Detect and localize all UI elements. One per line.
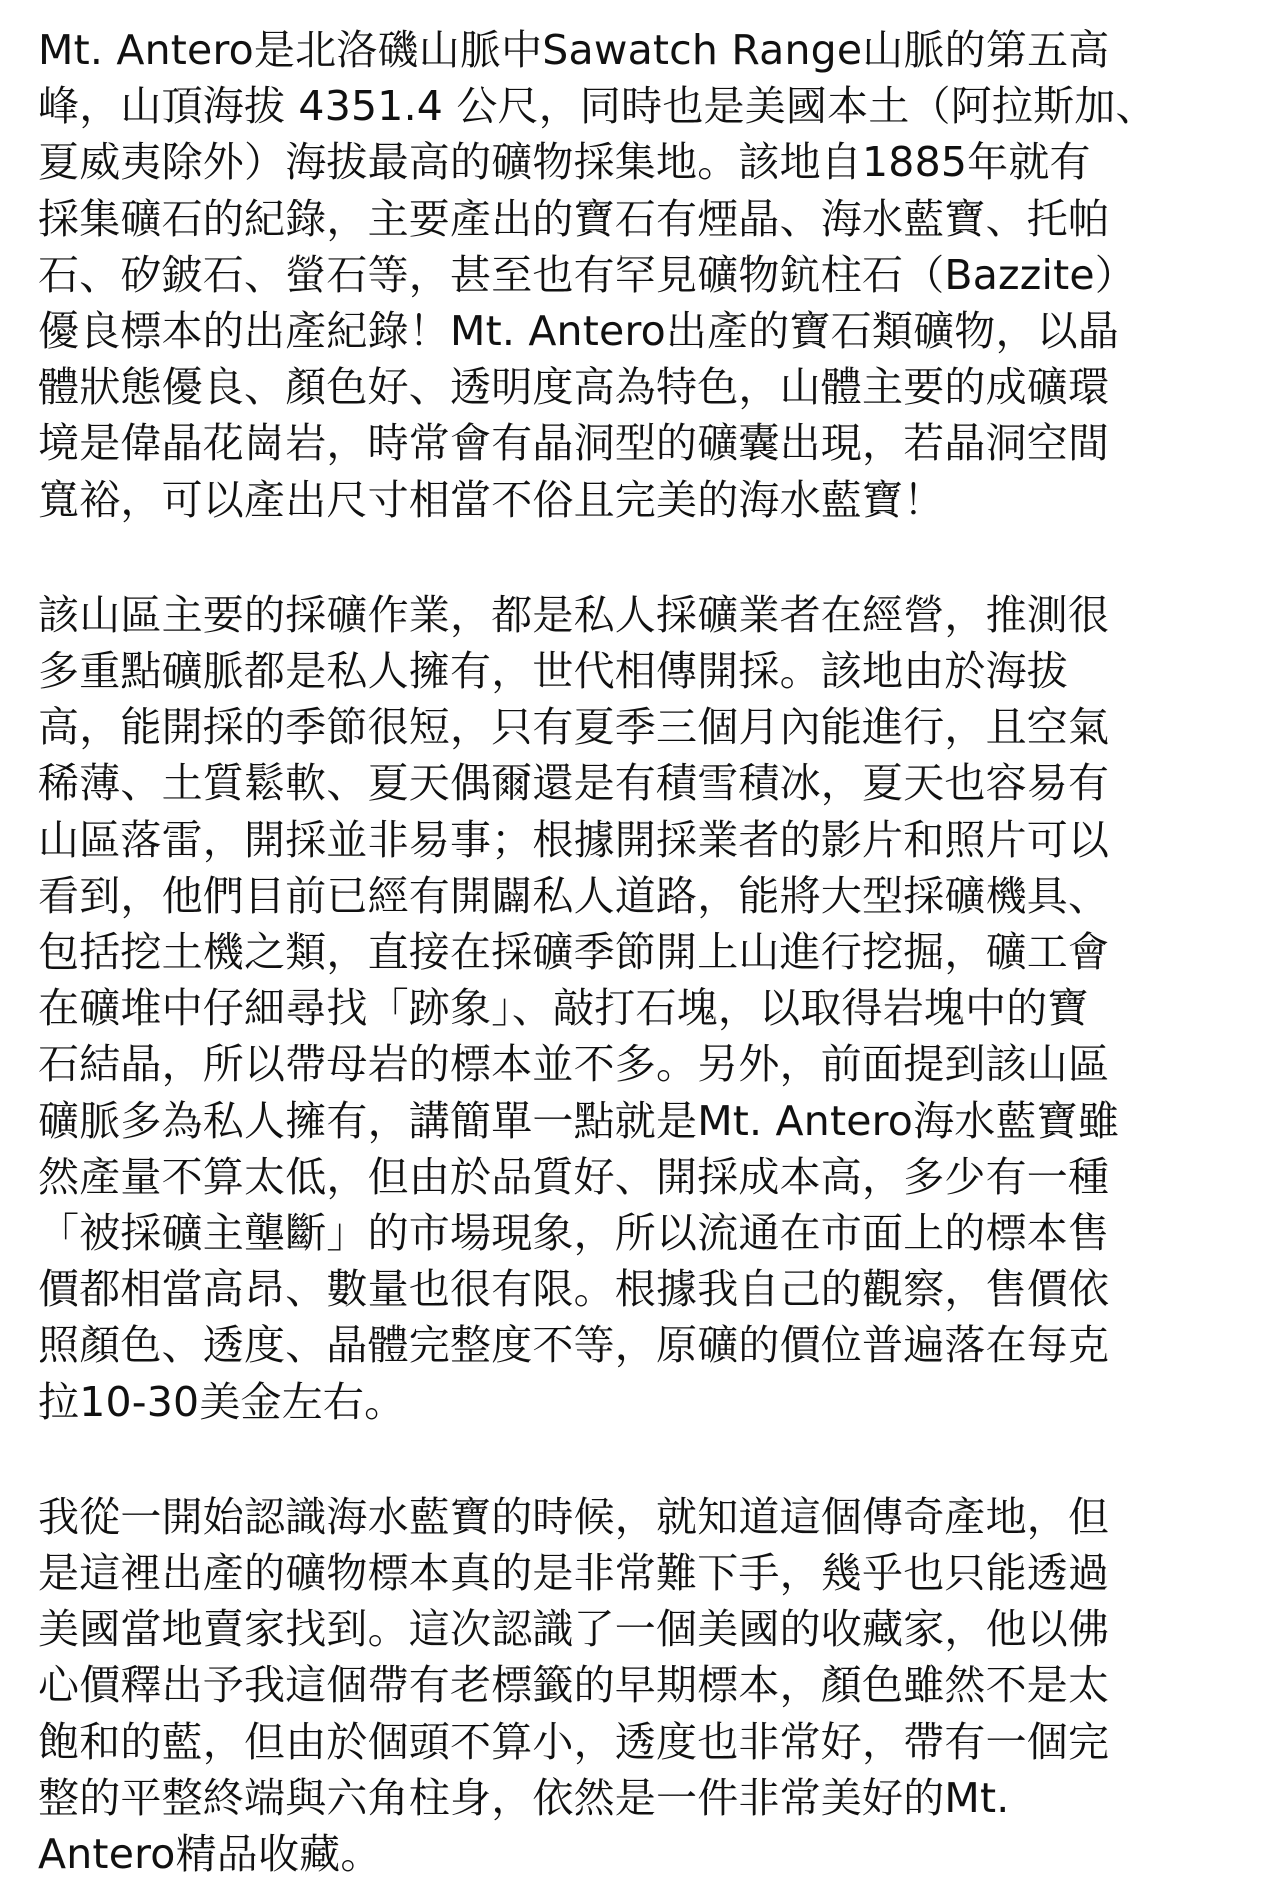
paragraph-mining-operations: 該山區主要的採礦作業，都是私人採礦業者在經營，推測很 多重點礦脈都是私人擁有，世代相傳開採。該地由於海拔 高，能開採的季節很短，只有夏季三個月內能進行，且空氣 稀薄、土質鬆軟、夏天偶爾還是有積雪積冰，夏天也容易有 山區落雷，開採並非易事；根據開採業者的影片和照片可以 看到，他們目前已經有開闢私人道路，能將大型採礦機具、 包括挖土機之類，直接在採礦季節開上山進行挖掘，礦工會 在礦堆中仔細尋找「跡象」、敲打石塊，以取得岩塊中的寶 石結晶，所以帶母岩的標本並不多。另外，前面提到該山區 礦脈多為私人擁有，講簡單一點就是Mt. Antero海水藍寶雖 然產量不算太低，但由於品質好、開採成本高，多少有一種 「被採礦主壟斷」的市場現象，所以流通在市面上的標本售 價都相當高昂、數量也很有限。根據我自己的觀察，售價依 照顏色、透度、晶體完整度不等，原礦的價位普遍落在每克 拉10-30美金左右。 (38, 590, 1120, 1426)
paragraph-collection-story: 我從一開始認識海水藍寶的時候，就知道這個傳奇產地，但 是這裡出產的礦物標本真的是非常難下手，幾乎也只能透過 美國當地賣家找到。這次認識了一個美國的收藏家，他以佛 心價釋出予我這個帶有老標籤的早期標本，顏色雖然不是太 飽和的藍，但由於個頭不算小，透度也非常好，帶有一個完 整的平整終端與六角柱身，依然是一件非常美好的Mt. Antero精品收藏。 (38, 1492, 1110, 1879)
paragraph-mt-antero-intro: Mt. Antero是北洛磯山脈中Sawatch Range山脈的第五高 峰，山頂海拔 4351.4 公尺，同時也是美國本土（阿拉斯加、 夏威夷除外）海拔最高的礦物採集地。該地自1885年就有 採集礦石的紀錄，主要產出的寶石有煙晶、海水藍寶、托帕 石、矽鈹石、螢石等，甚至也有罕見礦物鈧柱石（Bazzite） 優良標本的出產紀錄！Mt. Antero出產的寶石類礦物，以晶 體狀態優良、顏色好、透明度高為特色，山體主要的成礦環 境是偉晶花崗岩，時常會有晶洞型的礦囊出現，若晶洞空間 寬裕，可以產出尺寸相當不俗且完美的海水藍寶！ (38, 26, 1157, 524)
